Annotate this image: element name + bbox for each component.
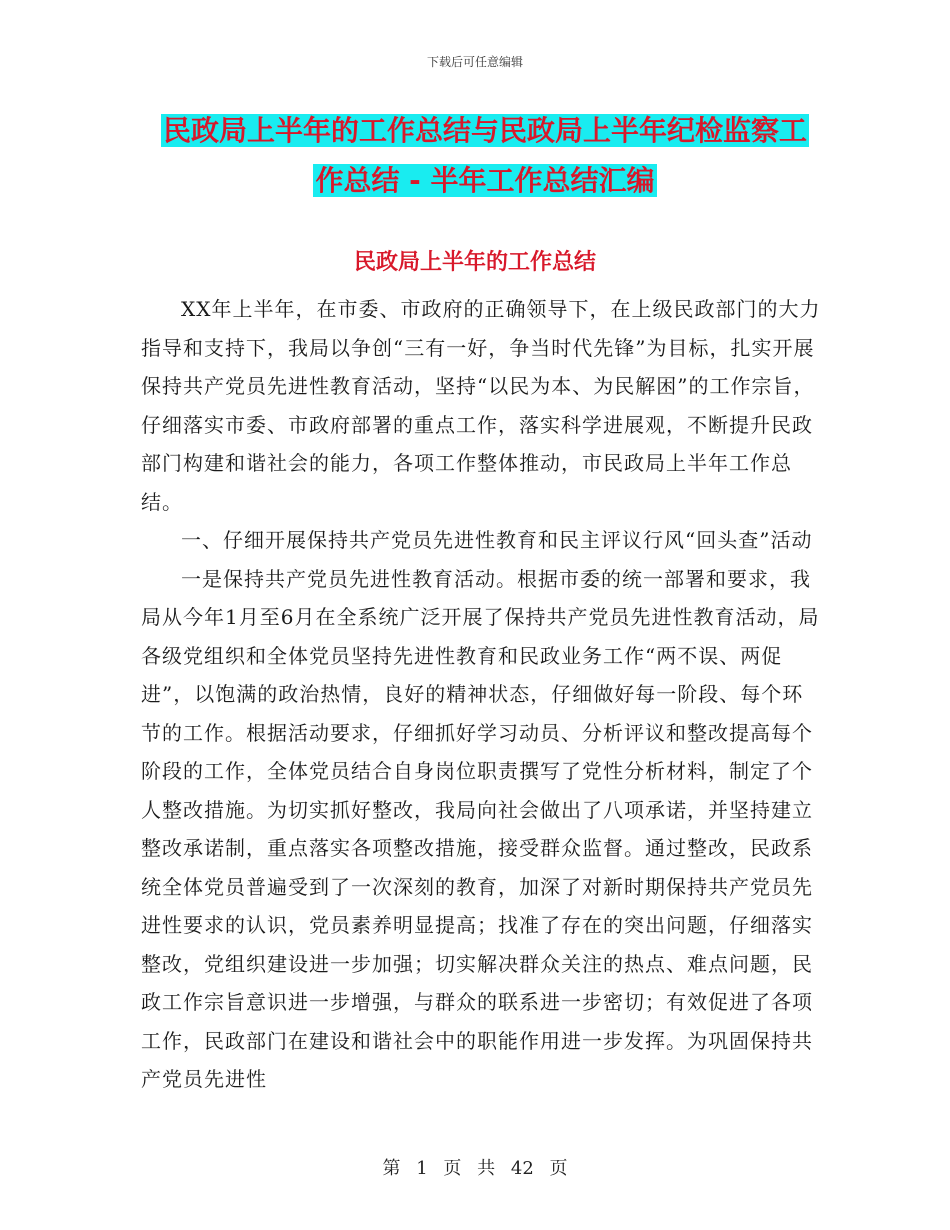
footer-ye: 页 bbox=[443, 1158, 462, 1179]
paragraph-body-1: 一是保持共产党员先进性教育活动。根据市委的统一部署和要求，我局从今年1月至6月在全系统广泛开展了保持共产党员先进性教育活动，局各级党组织和全体党员坚持先进性教育和民政业务工作“两不误、两促进”，以饱满的政治热情，良好的精神状态，仔细做好每一阶段、每个环节的工作。根据活动要求，仔细抓好学习动员、分析评议和整改提高每个阶段的工作，全体党员结合自身岗位职责撰写了党性分析材料，制定了个人整改措施。为切实抓好整改，我局向社会做出了八项承诺，并坚持建立整改承诺制，重点落实各项整改措施，接受群众监督。通过整改，民政系统全体党员普遍受到了一次深刻的教育，加深了对新时期保持共产党员先进性要求的认识，党员素养明显提高；找准了存在的突出问题，仔细落实整改，党组织建设进一步加强；切实解决群众关注的热点、难点问题，民政工作宗旨意识进一步增强，与群众的联系进一步密切；有效促进了各项工作，民政部门在建设和谐社会中的职能作用进一步发挥。为巩固保持共产党员先进性 bbox=[141, 566, 820, 1091]
section-title: 民政局上半年的工作总结 bbox=[353, 250, 596, 275]
paragraph-intro: XX年上半年，在市委、市政府的正确领导下，在上级民政部门的大力指导和支持下，我局以争创“三有一好，争当时代先锋”为目标，扎实开展保持共产党员先进性教育活动，坚持“以民为本、为民解困”的工作宗旨，仔细落实市委、市政府部署的重点工作，落实科学进展观，不断提升民政部门构建和谐社会的能力，各项工作整体推动，市民政局上半年工作总结。 bbox=[141, 297, 821, 514]
page-footer bbox=[0, 1154, 950, 1180]
footer-ye-2: 页 bbox=[549, 1158, 568, 1179]
footer-page-number: 1 bbox=[416, 1158, 428, 1179]
document-title-line-2: 作总结 - 半年工作总结汇编 bbox=[315, 164, 655, 197]
header-note: 下载后可任意编辑 bbox=[426, 55, 523, 69]
document-title-line-1: 民政局上半年的工作总结与民政局上半年纪检监察工 bbox=[162, 114, 807, 147]
footer-gong: 共 bbox=[477, 1158, 496, 1179]
document-title bbox=[140, 106, 830, 206]
document-body bbox=[141, 290, 821, 1099]
footer-total-pages: 42 bbox=[510, 1158, 534, 1179]
footer-di: 第 bbox=[382, 1158, 401, 1179]
paragraph-heading-1: 一、仔细开展保持共产党员先进性教育和民主评议行风“回头查”活动 bbox=[181, 528, 813, 552]
